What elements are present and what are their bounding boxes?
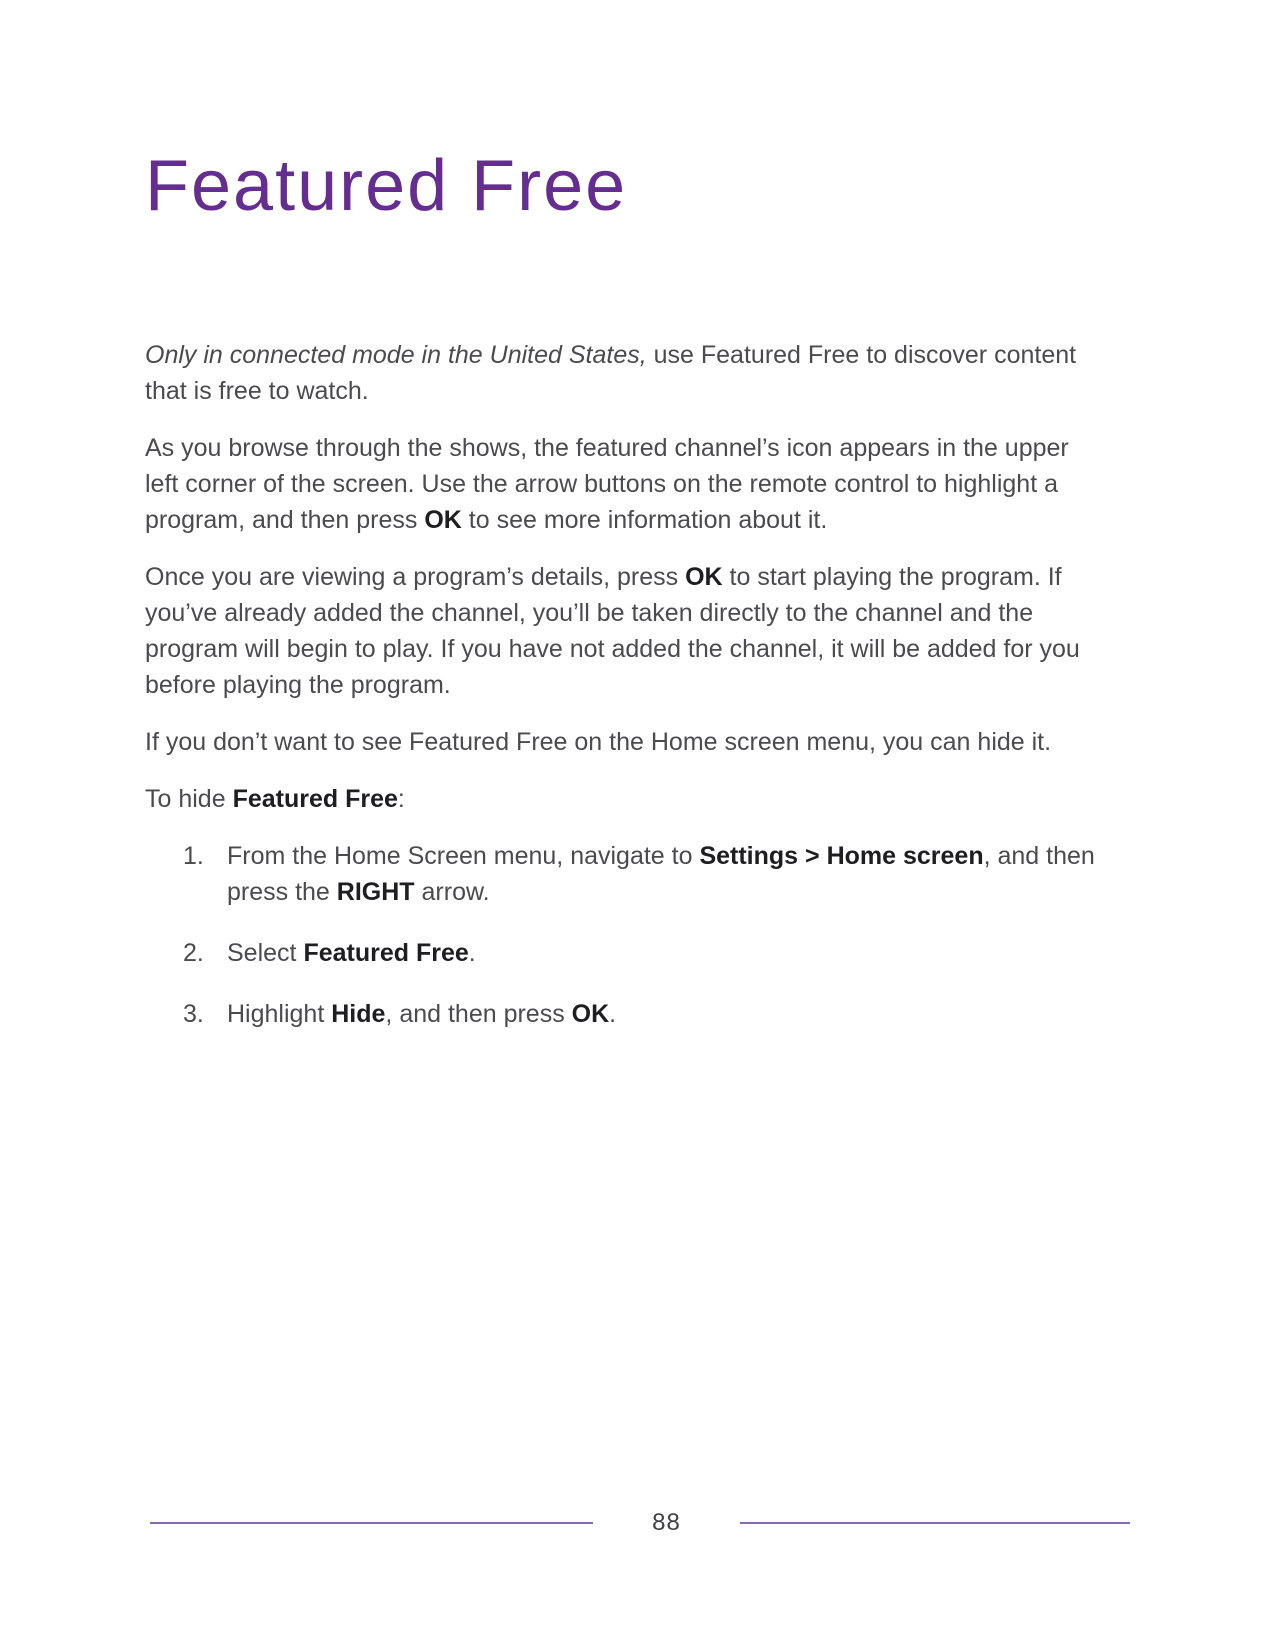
text-run: Highlight — [227, 1000, 332, 1028]
text-run: , and then press — [385, 1000, 572, 1028]
text-run: arrow. — [414, 878, 490, 906]
list-item-number: 2. — [183, 939, 204, 967]
bold-text: OK — [571, 1000, 610, 1028]
page-body — [145, 337, 1105, 1032]
paragraph — [145, 781, 1105, 817]
italic-text: Only in connected mode in the United States, — [145, 341, 647, 369]
paragraph — [145, 337, 1105, 409]
page-title: Featured Free — [145, 146, 628, 226]
list-item-text — [227, 935, 1105, 971]
list-item — [145, 996, 1105, 1032]
footer-rule-right — [740, 1522, 1130, 1524]
text-run: . — [468, 939, 476, 967]
page-content — [145, 0, 1105, 1057]
text-run: If you don’t want to see Featured Free on the Home screen menu, you can hide it. — [145, 728, 1052, 756]
list-item-text — [227, 996, 1105, 1032]
list-item-number: 1. — [183, 842, 204, 870]
bold-text: Featured Free — [303, 939, 469, 967]
text-run: to see more information about it. — [461, 506, 828, 534]
list-item — [145, 935, 1105, 971]
text-run: to start playing the program. If you’ve already added the channel, you’ll be taken directly to the channel and the program will begin to play. If you have not added the channel, it will be added for you before playing the program. — [145, 563, 1080, 699]
paragraph — [145, 724, 1105, 760]
list-item-text — [227, 838, 1105, 910]
text-run: From the Home Screen menu, navigate to — [227, 842, 700, 870]
paragraph — [145, 559, 1105, 703]
list-item-number: 3. — [183, 1000, 204, 1028]
text-run: , and then press the — [227, 842, 1095, 906]
text-run: As you browse through the shows, the featured channel’s icon appears in the upper left corner of the screen. Use the arrow buttons on the remote control to highlight a program, and then press — [145, 434, 1069, 534]
page-footer — [150, 1508, 1130, 1538]
paragraph — [145, 430, 1105, 538]
bold-text: OK — [685, 563, 723, 591]
footer-rule-left — [150, 1522, 593, 1524]
text-run: Select — [227, 939, 304, 967]
text-run: : — [397, 785, 405, 813]
text-run: . — [609, 1000, 617, 1028]
text-run: Once you are viewing a program’s details, press — [145, 563, 686, 591]
bold-text: OK — [424, 506, 462, 534]
bold-text: Featured Free — [232, 785, 398, 813]
ordered-list — [145, 838, 1105, 1032]
bold-text: RIGHT — [336, 878, 415, 906]
text-run: To hide — [145, 785, 233, 813]
list-item — [145, 838, 1105, 910]
bold-text: Hide — [331, 1000, 386, 1028]
bold-text: Settings > Home screen — [699, 842, 984, 870]
text-run: use Featured Free to discover content that is free to watch. — [145, 341, 1077, 405]
page-number: 88 — [652, 1509, 681, 1536]
